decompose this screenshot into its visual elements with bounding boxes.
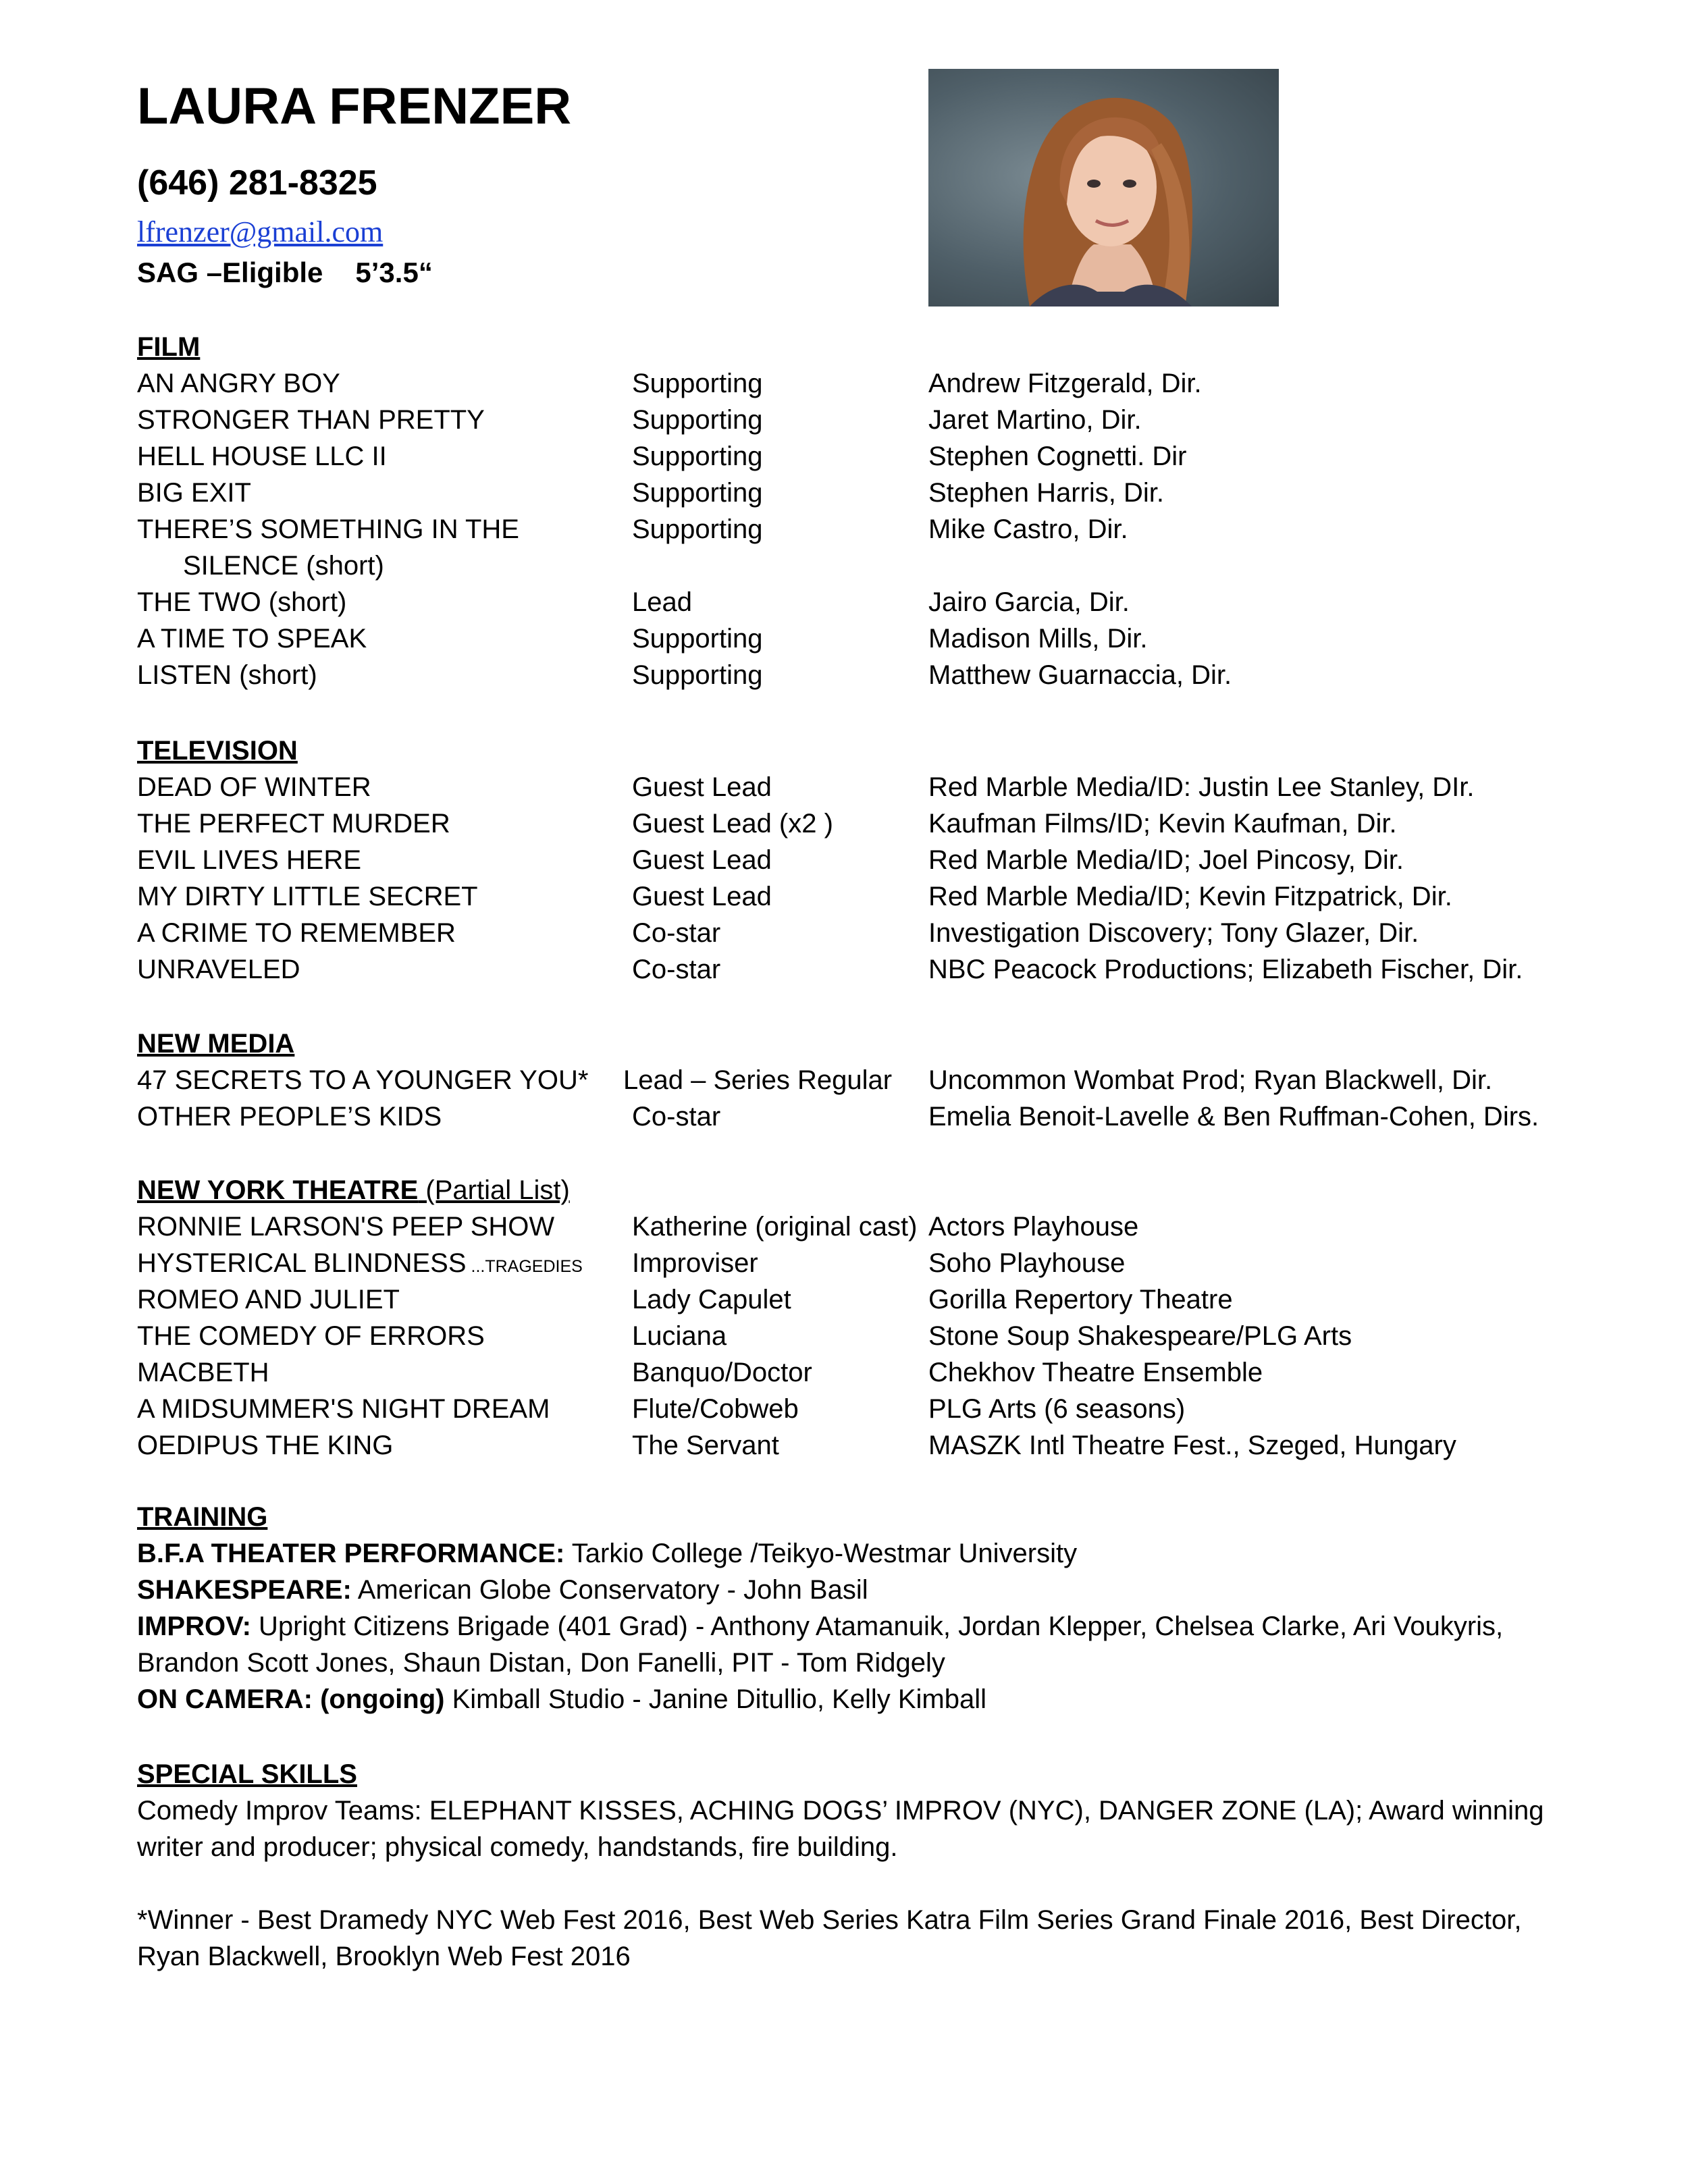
training-improv-label: IMPROV:	[137, 1612, 251, 1641]
credit-role: Lead – Series Regular	[623, 1065, 893, 1095]
credit-director: Investigation Discovery; Tony Glazer, Dir.	[928, 918, 1419, 948]
credit-row	[137, 365, 1568, 402]
training-shakespeare	[137, 1572, 1568, 1608]
credit-row	[137, 769, 1568, 805]
theatre-heading-sub: (Partial List)	[418, 1175, 570, 1205]
credit-title-line2: SILENCE (short)	[183, 551, 384, 581]
credit-title: DEAD OF WINTER	[137, 772, 371, 802]
credit-title: EVIL LIVES HERE	[137, 845, 361, 875]
credit-director: NBC Peacock Productions; Elizabeth Fischer, Dir.	[928, 955, 1523, 984]
skills-section	[137, 1756, 1568, 1865]
television-section	[137, 733, 1568, 988]
credit-row	[137, 475, 1568, 511]
credit-role: Co-star	[632, 918, 721, 948]
credit-director: Andrew Fitzgerald, Dir.	[928, 369, 1202, 398]
union-status	[137, 259, 433, 287]
credit-director: Red Marble Media/ID; Kevin Fitzpatrick, Dir.	[928, 882, 1452, 911]
credit-row	[137, 878, 1568, 915]
credit-venue: Soho Playhouse	[928, 1248, 1126, 1278]
credit-title: UNRAVELED	[137, 955, 300, 984]
credit-row	[137, 1208, 1568, 1245]
credit-director: Uncommon Wombat Prod; Ryan Blackwell, Dir.	[928, 1065, 1493, 1095]
credit-row	[137, 915, 1568, 951]
credit-title: STRONGER THAN PRETTY	[137, 405, 485, 435]
credit-row	[137, 1318, 1568, 1354]
film-heading: FILM	[137, 332, 201, 362]
training-camera-label: ON CAMERA: (ongoing)	[137, 1684, 445, 1714]
credit-role: Guest Lead	[632, 882, 772, 911]
training-bfa	[137, 1535, 1568, 1572]
credit-title: A TIME TO SPEAK	[137, 624, 367, 654]
credit-director: Red Marble Media/ID; Joel Pincosy, Dir.	[928, 845, 1404, 875]
credit-role: Banquo/Doctor	[632, 1358, 812, 1387]
credit-row	[137, 402, 1568, 438]
credit-row	[137, 511, 1568, 584]
credit-director: Jairo Garcia, Dir.	[928, 587, 1130, 617]
credit-role: Katherine (original cast)	[632, 1212, 918, 1242]
credit-row	[137, 584, 1568, 620]
credit-row	[137, 657, 1568, 693]
credit-role: Supporting	[632, 624, 763, 654]
height-value: 5’3.5“	[355, 257, 433, 288]
credit-title: RONNIE LARSON'S PEEP SHOW	[137, 1212, 555, 1242]
credit-role: Guest Lead	[632, 845, 772, 875]
training-improv-text: Upright Citizens Brigade (401 Grad) - Anthony Atamanuik, Jordan Klepper, Chelsea Clarke, Ari Voukyris, Brandon Scott Jones, Shaun Distan, Don Fanelli, PIT - Tom Ridgely	[137, 1612, 1504, 1678]
theatre-heading	[137, 1172, 1568, 1208]
footnote	[137, 1902, 1568, 1975]
skills-text: Comedy Improv Teams: ELEPHANT KISSES, ACHING DOGS’ IMPROV (NYC), DANGER ZONE (LA); Award winning writer and producer; physical comedy, handstands, fire building.	[137, 1796, 1544, 1862]
credit-row	[137, 1098, 1568, 1135]
credit-title: THE TWO (short)	[137, 587, 347, 617]
new-media-heading: NEW MEDIA	[137, 1029, 295, 1059]
credit-director: Mike Castro, Dir.	[928, 514, 1128, 544]
credit-role: The Servant	[632, 1431, 779, 1460]
credit-director: Matthew Guarnaccia, Dir.	[928, 660, 1232, 690]
credit-role: Supporting	[632, 405, 763, 435]
credit-title	[137, 511, 519, 584]
credit-row	[137, 620, 1568, 657]
credit-title-suffix: ...TRAGEDIES	[466, 1257, 583, 1276]
credit-venue: PLG Arts (6 seasons)	[928, 1394, 1186, 1424]
training-camera	[137, 1681, 1568, 1717]
theatre-heading-title: NEW YORK THEATRE	[137, 1175, 419, 1205]
credit-role: Supporting	[632, 660, 763, 690]
training-camera-text: Kimball Studio - Janine Ditullio, Kelly Kimball	[444, 1684, 987, 1714]
email-link[interactable]: lfrenzer@gmail.com	[137, 215, 384, 248]
credit-title: OTHER PEOPLE’S KIDS	[137, 1102, 442, 1131]
headshot-photo	[928, 69, 1279, 307]
credit-role: Luciana	[632, 1321, 727, 1351]
credit-role: Guest Lead	[632, 772, 772, 802]
training-improv	[137, 1608, 1568, 1681]
credit-row	[137, 805, 1568, 842]
credit-title: ROMEO AND JULIET	[137, 1285, 400, 1314]
credit-row	[137, 438, 1568, 475]
credit-role: Flute/Cobweb	[632, 1394, 799, 1424]
credit-row	[137, 1391, 1568, 1427]
credit-title: A MIDSUMMER'S NIGHT DREAM	[137, 1394, 550, 1424]
credit-row	[137, 1062, 1568, 1098]
credit-title: 47 SECRETS TO A YOUNGER YOU*	[137, 1065, 589, 1095]
footnote-text: *Winner - Best Dramedy NYC Web Fest 2016, Best Web Series Katra Film Series Grand Finale 2016, Best Director, Ryan Blackwell, Brooklyn Web Fest 2016	[137, 1905, 1522, 1971]
credit-venue: Actors Playhouse	[928, 1212, 1139, 1242]
actor-name: LAURA FRENZER	[137, 78, 572, 135]
credit-director: Jaret Martino, Dir.	[928, 405, 1142, 435]
credit-row	[137, 842, 1568, 878]
credit-title-main: HYSTERICAL BLINDNESS	[137, 1248, 467, 1278]
credit-title: BIG EXIT	[137, 478, 251, 508]
credit-venue: Stone Soup Shakespeare/PLG Arts	[928, 1321, 1352, 1351]
credit-role: Guest Lead (x2 )	[632, 809, 833, 838]
credit-director: Stephen Cognetti. Dir	[928, 442, 1187, 471]
credit-role: Lead	[632, 587, 692, 617]
credit-director: Kaufman Films/ID; Kevin Kaufman, Dir.	[928, 809, 1397, 838]
training-heading: TRAINING	[137, 1502, 268, 1532]
training-shakespeare-label: SHAKESPEARE:	[137, 1575, 352, 1605]
credit-title-line1: THERE’S SOMETHING IN THE	[137, 514, 519, 544]
credit-role: Supporting	[632, 442, 763, 471]
credit-role: Supporting	[632, 478, 763, 508]
skills-heading: SPECIAL SKILLS	[137, 1759, 357, 1789]
credit-title: OEDIPUS THE KING	[137, 1431, 394, 1460]
credit-title: LISTEN (short)	[137, 660, 317, 690]
union-label: SAG –Eligible	[137, 257, 323, 288]
training-shakespeare-text: American Globe Conservatory - John Basil	[351, 1575, 868, 1605]
training-bfa-label: B.F.A THEATER PERFORMANCE:	[137, 1539, 565, 1568]
credit-row	[137, 1427, 1568, 1464]
credit-title: HELL HOUSE LLC II	[137, 442, 387, 471]
credit-role: Supporting	[632, 514, 763, 544]
credit-row	[137, 951, 1568, 988]
credit-venue: MASZK Intl Theatre Fest., Szeged, Hungary	[928, 1431, 1456, 1460]
training-bfa-text: Tarkio College /Teikyo-Westmar University	[564, 1539, 1078, 1568]
phone-number: (646) 281-8325	[137, 163, 377, 203]
credit-role: Improviser	[632, 1248, 758, 1278]
television-heading: TELEVISION	[137, 736, 298, 766]
credit-row	[137, 1281, 1568, 1318]
credit-row	[137, 1354, 1568, 1391]
credit-director: Stephen Harris, Dir.	[928, 478, 1165, 508]
credit-title: A CRIME TO REMEMBER	[137, 918, 456, 948]
credit-director: Madison Mills, Dir.	[928, 624, 1148, 654]
credit-role: Lady Capulet	[632, 1285, 791, 1314]
credit-title: THE COMEDY OF ERRORS	[137, 1321, 485, 1351]
credit-venue: Chekhov Theatre Ensemble	[928, 1358, 1263, 1387]
film-section	[137, 329, 1568, 693]
credit-title: THE PERFECT MURDER	[137, 809, 450, 838]
credit-title	[137, 1245, 583, 1285]
new-media-section	[137, 1026, 1568, 1135]
credit-role: Supporting	[632, 369, 763, 398]
theatre-section	[137, 1172, 1568, 1464]
credit-title: MACBETH	[137, 1358, 269, 1387]
credit-title: AN ANGRY BOY	[137, 369, 340, 398]
credit-director: Emelia Benoit-Lavelle & Ben Ruffman-Cohen, Dirs.	[928, 1102, 1539, 1131]
credit-director: Red Marble Media/ID: Justin Lee Stanley, DIr.	[928, 772, 1475, 802]
credit-title: MY DIRTY LITTLE SECRET	[137, 882, 478, 911]
training-section	[137, 1499, 1568, 1717]
credit-venue: Gorilla Repertory Theatre	[928, 1285, 1233, 1314]
credit-row	[137, 1245, 1568, 1281]
credit-role: Co-star	[632, 955, 721, 984]
credit-role: Co-star	[632, 1102, 721, 1131]
